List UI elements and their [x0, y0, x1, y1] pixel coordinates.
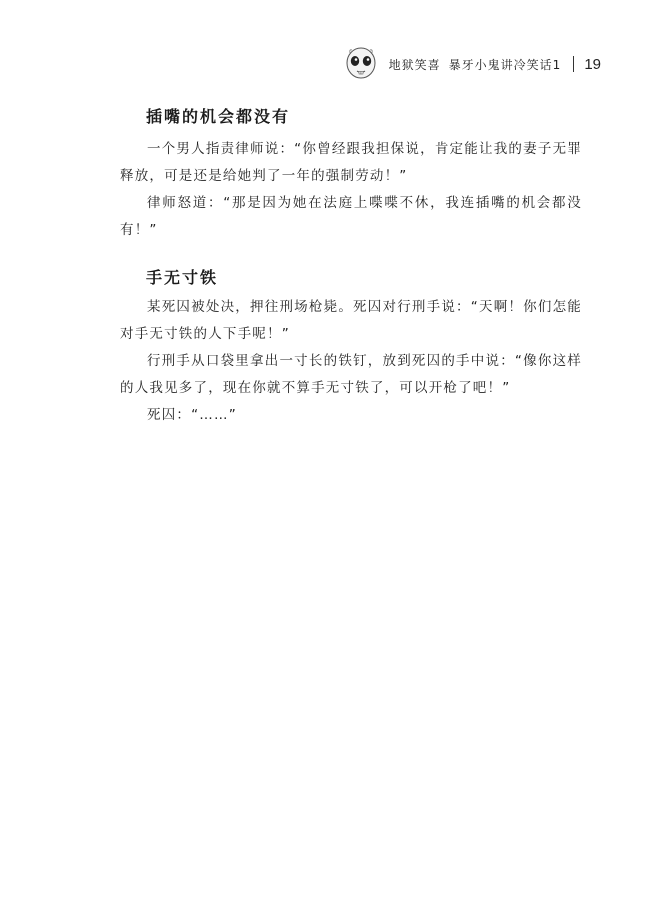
- header-divider: [573, 56, 574, 72]
- story-paragraph: 一个男人指责律师说：“你曾经跟我担保说，肯定能让我的妻子无罪释放，可是还是给她判了一年的强制劳动！”: [120, 141, 582, 184]
- running-header: [341, 44, 601, 84]
- skull-mascot-icon: [341, 44, 381, 84]
- story-paragraph: 律师怒道：“那是因为她在法庭上喋喋不休，我连插嘴的机会都没有！”: [120, 195, 582, 238]
- story-title: 手无寸铁: [146, 268, 219, 287]
- story-paragraph: 行刑手从口袋里拿出一寸长的铁钉，放到死囚的手中说：“像你这样的人我见多了，现在你就不算手无寸铁了，可以开枪了吧！”: [120, 353, 582, 396]
- book-title: 地狱笑喜: [388, 57, 441, 72]
- story-body: [120, 294, 582, 429]
- page-number: 19: [584, 55, 601, 73]
- story-title: 插嘴的机会都没有: [146, 107, 291, 126]
- story-paragraph: 死囚：“……”: [147, 407, 237, 423]
- story-paragraph: 某死囚被处决，押往刑场枪毙。死囚对行刑手说：“天啊！你们怎能对手无寸铁的人下手呢！”: [120, 299, 582, 342]
- story-body: [120, 136, 582, 244]
- chapter-title: 暴牙小鬼讲冷笑话1: [448, 57, 562, 72]
